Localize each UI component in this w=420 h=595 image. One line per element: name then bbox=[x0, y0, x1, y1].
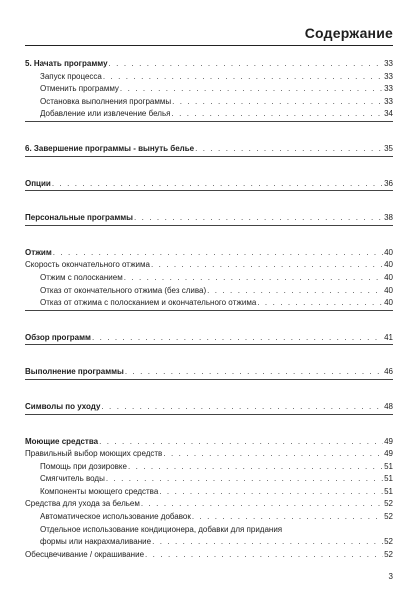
toc-section bbox=[25, 172, 393, 193]
toc-section bbox=[25, 395, 393, 416]
toc-entry-line[interactable] bbox=[25, 524, 393, 537]
toc-entry-label: Отказ от окончательного отжима (без слива) bbox=[40, 285, 207, 295]
dot-leader bbox=[192, 511, 383, 524]
toc-entry-page: 33 bbox=[384, 96, 393, 106]
toc-entry[interactable] bbox=[25, 143, 393, 156]
toc-entry-label: Скорость окончательного отжима bbox=[25, 260, 150, 270]
toc-entry-page: 33 bbox=[384, 71, 393, 81]
dot-leader bbox=[151, 259, 383, 272]
toc-entry[interactable] bbox=[25, 71, 393, 84]
toc-entry-page: 41 bbox=[384, 332, 393, 342]
toc-entry-label: Отказ от отжима с полосканием и окончательного отжима bbox=[40, 298, 257, 308]
toc-entry-page: 52 bbox=[384, 499, 393, 509]
toc-entry[interactable] bbox=[25, 332, 393, 345]
dot-leader bbox=[128, 461, 383, 474]
section-gap bbox=[25, 192, 393, 206]
dot-leader bbox=[257, 297, 383, 310]
dot-leader bbox=[172, 96, 383, 109]
header-rule bbox=[25, 45, 393, 46]
dot-leader bbox=[171, 108, 383, 121]
dot-leader bbox=[99, 436, 383, 449]
page-number: 3 bbox=[388, 572, 393, 581]
toc-entry-page: 34 bbox=[384, 109, 393, 119]
toc-entry-page: 40 bbox=[384, 272, 393, 282]
section-gap bbox=[25, 158, 393, 172]
toc-entry[interactable] bbox=[25, 272, 393, 285]
toc-entry-page: 52 bbox=[384, 549, 393, 559]
toc-entry-page: 35 bbox=[384, 143, 393, 153]
toc-section bbox=[25, 241, 393, 312]
toc-entry-label: 6. Завершение программы - вынуть белье bbox=[25, 143, 195, 153]
toc-entry-page: 51 bbox=[384, 461, 393, 471]
toc-section bbox=[25, 360, 393, 381]
toc-entry-label: Отжим bbox=[25, 247, 52, 257]
toc-entry-page: 48 bbox=[384, 401, 393, 411]
toc-entry[interactable] bbox=[25, 58, 393, 71]
toc-entry[interactable] bbox=[25, 436, 393, 449]
toc-entry-page: 33 bbox=[384, 59, 393, 68]
toc-entry-page: 51 bbox=[384, 486, 393, 496]
toc-entry[interactable] bbox=[25, 498, 393, 511]
page-title: Содержание bbox=[304, 25, 393, 41]
toc-entry-page: 52 bbox=[384, 512, 393, 522]
toc-entry-label: Обзор программ bbox=[25, 332, 91, 342]
toc-entry-label: Компоненты моющего средства bbox=[40, 486, 159, 496]
toc-entry-label: Выполнение программы bbox=[25, 367, 124, 377]
toc-entry-label: Моющие средства bbox=[25, 436, 99, 446]
dot-leader bbox=[195, 143, 383, 156]
dot-leader bbox=[106, 473, 383, 486]
dot-leader bbox=[145, 549, 383, 562]
dot-leader bbox=[92, 332, 383, 345]
dot-leader bbox=[141, 498, 383, 511]
dot-leader bbox=[124, 272, 383, 285]
toc-entry-page: 49 bbox=[384, 449, 393, 459]
toc-entry[interactable] bbox=[25, 178, 393, 191]
toc-entry-page: 52 bbox=[384, 537, 393, 547]
toc-entry-label: Запуск процесса bbox=[40, 71, 102, 81]
toc-entry-label: Средства для ухода за бельем bbox=[25, 499, 140, 509]
toc-entry[interactable] bbox=[25, 212, 393, 225]
dot-leader bbox=[120, 83, 383, 96]
toc-entry[interactable] bbox=[25, 297, 393, 310]
toc-entry-label: Отменить программу bbox=[40, 84, 119, 94]
toc-entry-label: Опции bbox=[25, 178, 51, 188]
toc-entry[interactable] bbox=[25, 83, 393, 96]
toc-section bbox=[25, 52, 393, 123]
dot-leader bbox=[101, 401, 383, 414]
section-gap bbox=[25, 123, 393, 137]
toc-entry-label: Добавление или извлечение белья bbox=[40, 109, 171, 119]
toc-entry[interactable] bbox=[25, 486, 393, 499]
toc-entry[interactable] bbox=[25, 96, 393, 109]
toc-entry-page: 38 bbox=[384, 213, 393, 223]
toc-entry-label: Автоматическое использование добавок bbox=[40, 512, 191, 522]
dot-leader bbox=[53, 247, 383, 260]
toc-entry-label: Остановка выполнения программы bbox=[40, 96, 172, 106]
toc-entry-page: 40 bbox=[384, 298, 393, 308]
toc-entry-page: 49 bbox=[384, 436, 393, 446]
dot-leader bbox=[159, 486, 383, 499]
dot-leader bbox=[103, 71, 383, 84]
toc-section bbox=[25, 206, 393, 227]
dot-leader bbox=[152, 536, 383, 549]
toc-entry-label: Смягчитель воды bbox=[40, 474, 105, 484]
toc-entry[interactable] bbox=[25, 259, 393, 272]
toc-entry[interactable] bbox=[25, 448, 393, 461]
toc-entry[interactable] bbox=[25, 285, 393, 298]
toc-entry[interactable] bbox=[25, 473, 393, 486]
dot-leader bbox=[109, 58, 384, 71]
toc-entry[interactable] bbox=[25, 511, 393, 524]
toc-entry-page: 40 bbox=[384, 247, 393, 257]
section-gap bbox=[25, 312, 393, 326]
toc-entry-page: 51 bbox=[384, 474, 393, 484]
section-gap bbox=[25, 227, 393, 241]
toc-entry-page: 40 bbox=[384, 260, 393, 270]
toc-entry-label: Персональные программы bbox=[25, 213, 133, 223]
dot-leader bbox=[125, 366, 383, 379]
section-gap bbox=[25, 416, 393, 430]
toc-entry-label: 5. Начать программу bbox=[25, 59, 108, 68]
toc-entry-label: Правильный выбор моющих средств bbox=[25, 449, 163, 459]
toc-entry-label: Обесцвечивание / окрашивание bbox=[25, 549, 145, 559]
toc-entry[interactable] bbox=[25, 549, 393, 562]
toc-entry-page: 46 bbox=[384, 367, 393, 377]
toc-entry-page: 36 bbox=[384, 178, 393, 188]
toc-entry-label: Символы по уходу bbox=[25, 401, 101, 411]
toc-entry[interactable] bbox=[25, 108, 393, 121]
section-gap bbox=[25, 346, 393, 360]
dot-leader bbox=[134, 212, 383, 225]
toc-entry-page: 40 bbox=[384, 285, 393, 295]
toc-entry[interactable] bbox=[25, 461, 393, 474]
dot-leader bbox=[207, 285, 383, 298]
toc-entry-label: Помощь при дозировке bbox=[40, 461, 127, 471]
toc-entry[interactable] bbox=[25, 536, 393, 549]
toc-entry-label: Отдельное использование кондиционера, добавки для придания bbox=[40, 524, 283, 534]
toc-section bbox=[25, 137, 393, 158]
toc-entry-page: 33 bbox=[384, 84, 393, 94]
dot-leader bbox=[52, 178, 383, 191]
toc-entry[interactable] bbox=[25, 401, 393, 414]
toc-section bbox=[25, 326, 393, 347]
section-gap bbox=[25, 381, 393, 395]
toc-entry-label: формы или накрахмаливание bbox=[40, 537, 152, 547]
toc-entry[interactable] bbox=[25, 366, 393, 379]
toc-entry[interactable] bbox=[25, 247, 393, 260]
dot-leader bbox=[163, 448, 383, 461]
toc-entry-label: Отжим с полосканием bbox=[40, 272, 123, 282]
table-of-contents bbox=[25, 52, 393, 561]
toc-section bbox=[25, 430, 393, 562]
